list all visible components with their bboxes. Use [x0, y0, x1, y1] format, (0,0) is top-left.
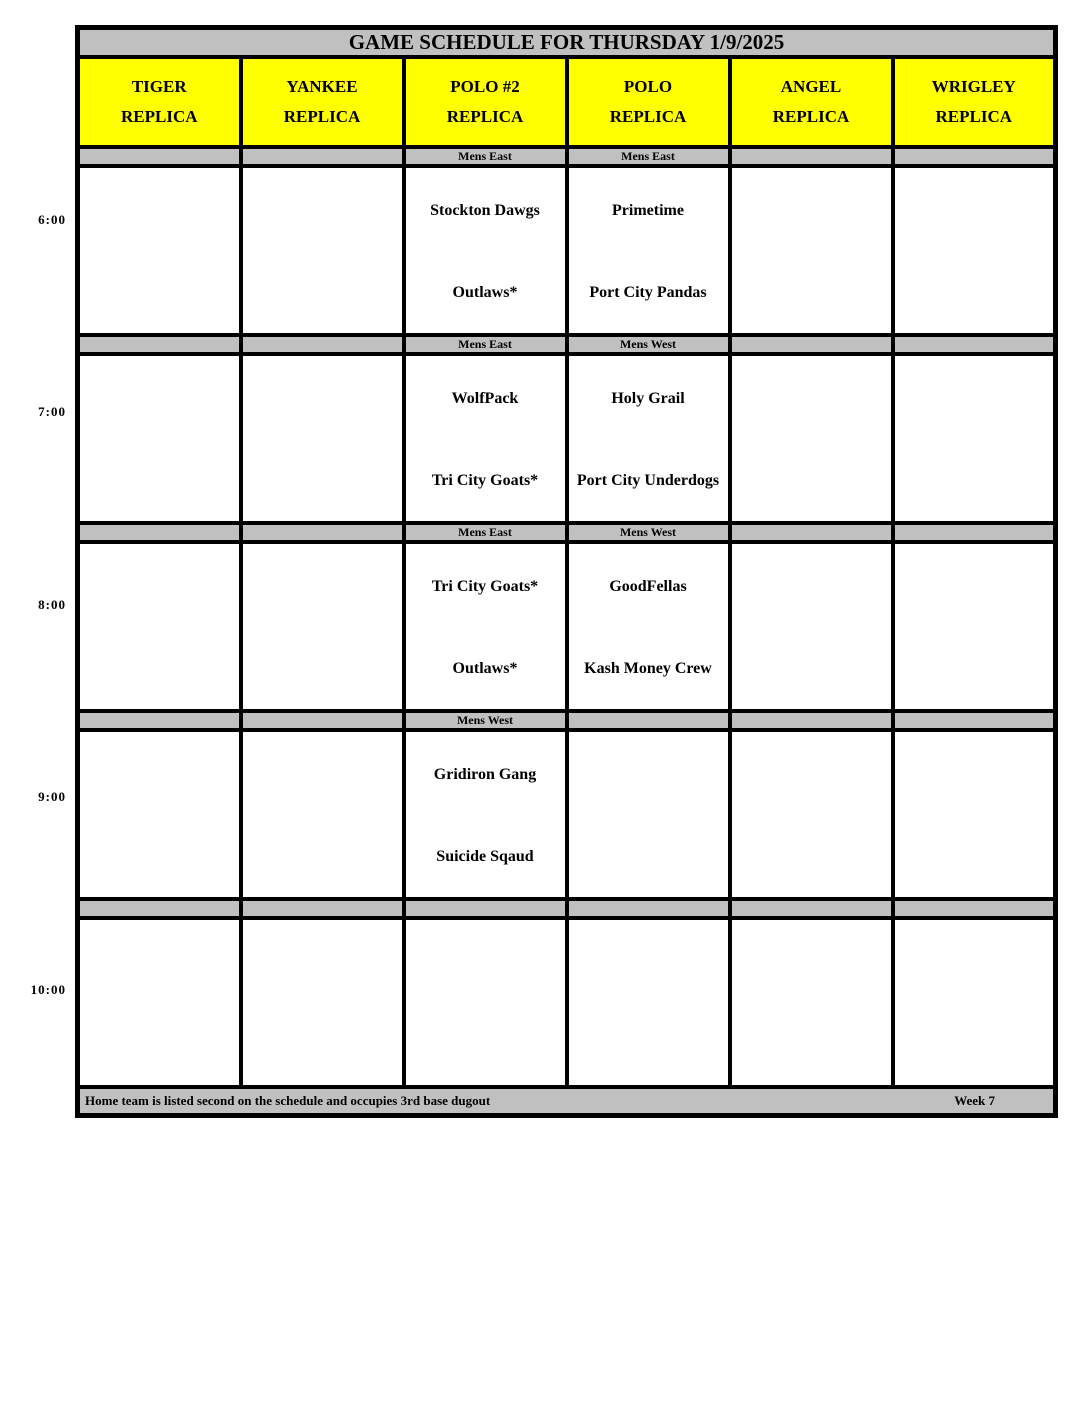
venue-name: POLO — [623, 77, 673, 96]
home-team: Outlaws* — [452, 660, 518, 677]
venue-subname: REPLICA — [283, 107, 361, 126]
game-cell — [404, 354, 567, 523]
home-team: Outlaws* — [452, 284, 518, 301]
league-cell — [78, 147, 241, 166]
league-cell — [893, 711, 1056, 730]
venue-name: ANGEL — [780, 77, 842, 96]
footer-row — [78, 1087, 1056, 1115]
game-row-700 — [78, 354, 1056, 523]
venue-subname: REPLICA — [446, 107, 524, 126]
away-team: Gridiron Gang — [433, 766, 537, 783]
time-label-6: 6:00 — [38, 212, 66, 227]
league-divider-row-600 — [78, 147, 1056, 166]
league-divider-row-900 — [78, 711, 1056, 730]
league-cell — [241, 523, 404, 542]
venue-subname: REPLICA — [935, 107, 1012, 126]
venue-subname: REPLICA — [120, 107, 198, 126]
venue-header-polo2-replica — [404, 57, 567, 147]
league-cell — [730, 335, 893, 354]
schedule-title: GAME SCHEDULE FOR THURSDAY 1/9/2025 — [78, 28, 1056, 58]
league-cell — [893, 523, 1056, 542]
game-cell — [241, 918, 404, 1087]
venue-subname: REPLICA — [772, 107, 850, 126]
venue-header-angel-replica — [730, 57, 893, 147]
game-cell — [404, 166, 567, 335]
game-cell — [730, 542, 893, 711]
league-divider-row-1000 — [78, 899, 1056, 918]
away-team: Tri City Goats* — [431, 578, 539, 595]
game-cell — [241, 354, 404, 523]
league-cell — [730, 523, 893, 542]
league-divider-row-800 — [78, 523, 1056, 542]
venue-header-wrigley-replica — [893, 57, 1056, 147]
time-rail — [0, 0, 68, 1200]
league-divider-row-700 — [78, 335, 1056, 354]
game-cell — [241, 730, 404, 899]
league-cell — [78, 899, 241, 918]
game-cell — [730, 918, 893, 1087]
away-team: GoodFellas — [609, 578, 687, 595]
footer-bar — [78, 1087, 1056, 1115]
venue-name: YANKEE — [286, 77, 358, 96]
away-team: Stockton Dawgs — [430, 202, 540, 219]
league-cell — [241, 899, 404, 918]
venue-name: TIGER — [131, 77, 187, 96]
footer-note: Home team is listed second on the schedule and occupies 3rd base dugout — [85, 1092, 491, 1108]
game-row-600 — [78, 166, 1056, 335]
away-team: WolfPack — [451, 390, 519, 407]
league-cell — [78, 711, 241, 730]
game-cell — [78, 166, 241, 335]
league-cell: Mens East — [404, 523, 567, 542]
time-label-8: 8:00 — [38, 597, 66, 612]
venue-subname: REPLICA — [609, 107, 687, 126]
venue-header-yankee-replica — [241, 57, 404, 147]
league-cell: Mens West — [567, 335, 730, 354]
league-cell — [241, 335, 404, 354]
league-cell — [78, 335, 241, 354]
footer-week: Week 7 — [954, 1092, 995, 1108]
league-cell — [893, 147, 1056, 166]
game-cell — [893, 166, 1056, 335]
league-cell — [730, 711, 893, 730]
league-cell — [730, 899, 893, 918]
game-cell — [404, 730, 567, 899]
league-cell — [78, 523, 241, 542]
league-cell — [404, 899, 567, 918]
home-team: Port City Pandas — [589, 284, 707, 301]
league-cell — [241, 147, 404, 166]
game-cell — [567, 354, 730, 523]
home-team: Kash Money Crew — [584, 660, 712, 677]
venue-header-row — [78, 57, 1056, 147]
game-cell — [893, 730, 1056, 899]
schedule-table — [75, 25, 1058, 1118]
venue-header-tiger-replica — [78, 57, 241, 147]
game-cell — [567, 730, 730, 899]
game-row-800 — [78, 542, 1056, 711]
league-cell — [893, 899, 1056, 918]
game-cell — [241, 542, 404, 711]
game-cell — [241, 166, 404, 335]
venue-header-polo-replica — [567, 57, 730, 147]
game-cell — [567, 542, 730, 711]
game-cell — [893, 918, 1056, 1087]
time-label-10: 10:00 — [30, 982, 66, 997]
home-team: Port City Underdogs — [576, 472, 720, 489]
league-cell: Mens West — [567, 523, 730, 542]
league-cell: Mens West — [404, 711, 567, 730]
league-cell — [893, 335, 1056, 354]
league-cell — [567, 711, 730, 730]
game-cell — [730, 166, 893, 335]
venue-name: WRIGLEY — [931, 77, 1016, 96]
game-cell — [78, 354, 241, 523]
game-row-1000 — [78, 918, 1056, 1087]
game-cell — [730, 354, 893, 523]
home-team: Suicide Sqaud — [436, 848, 534, 865]
home-team: Tri City Goats* — [431, 472, 539, 489]
game-cell — [78, 918, 241, 1087]
game-cell — [893, 354, 1056, 523]
game-cell — [404, 918, 567, 1087]
time-label-7: 7:00 — [38, 404, 66, 419]
game-cell — [567, 918, 730, 1087]
title-row — [78, 28, 1056, 58]
time-label-9: 9:00 — [38, 789, 66, 804]
league-cell: Mens East — [404, 335, 567, 354]
game-cell — [78, 542, 241, 711]
game-cell — [567, 166, 730, 335]
away-team: Holy Grail — [611, 390, 685, 407]
away-team: Primetime — [612, 202, 684, 219]
league-cell — [730, 147, 893, 166]
league-cell — [567, 899, 730, 918]
game-cell — [893, 542, 1056, 711]
league-cell: Mens East — [404, 147, 567, 166]
game-cell — [78, 730, 241, 899]
game-row-900 — [78, 730, 1056, 899]
game-cell — [404, 542, 567, 711]
venue-name: POLO #2 — [450, 77, 520, 96]
league-cell — [241, 711, 404, 730]
game-cell — [730, 730, 893, 899]
league-cell: Mens East — [567, 147, 730, 166]
